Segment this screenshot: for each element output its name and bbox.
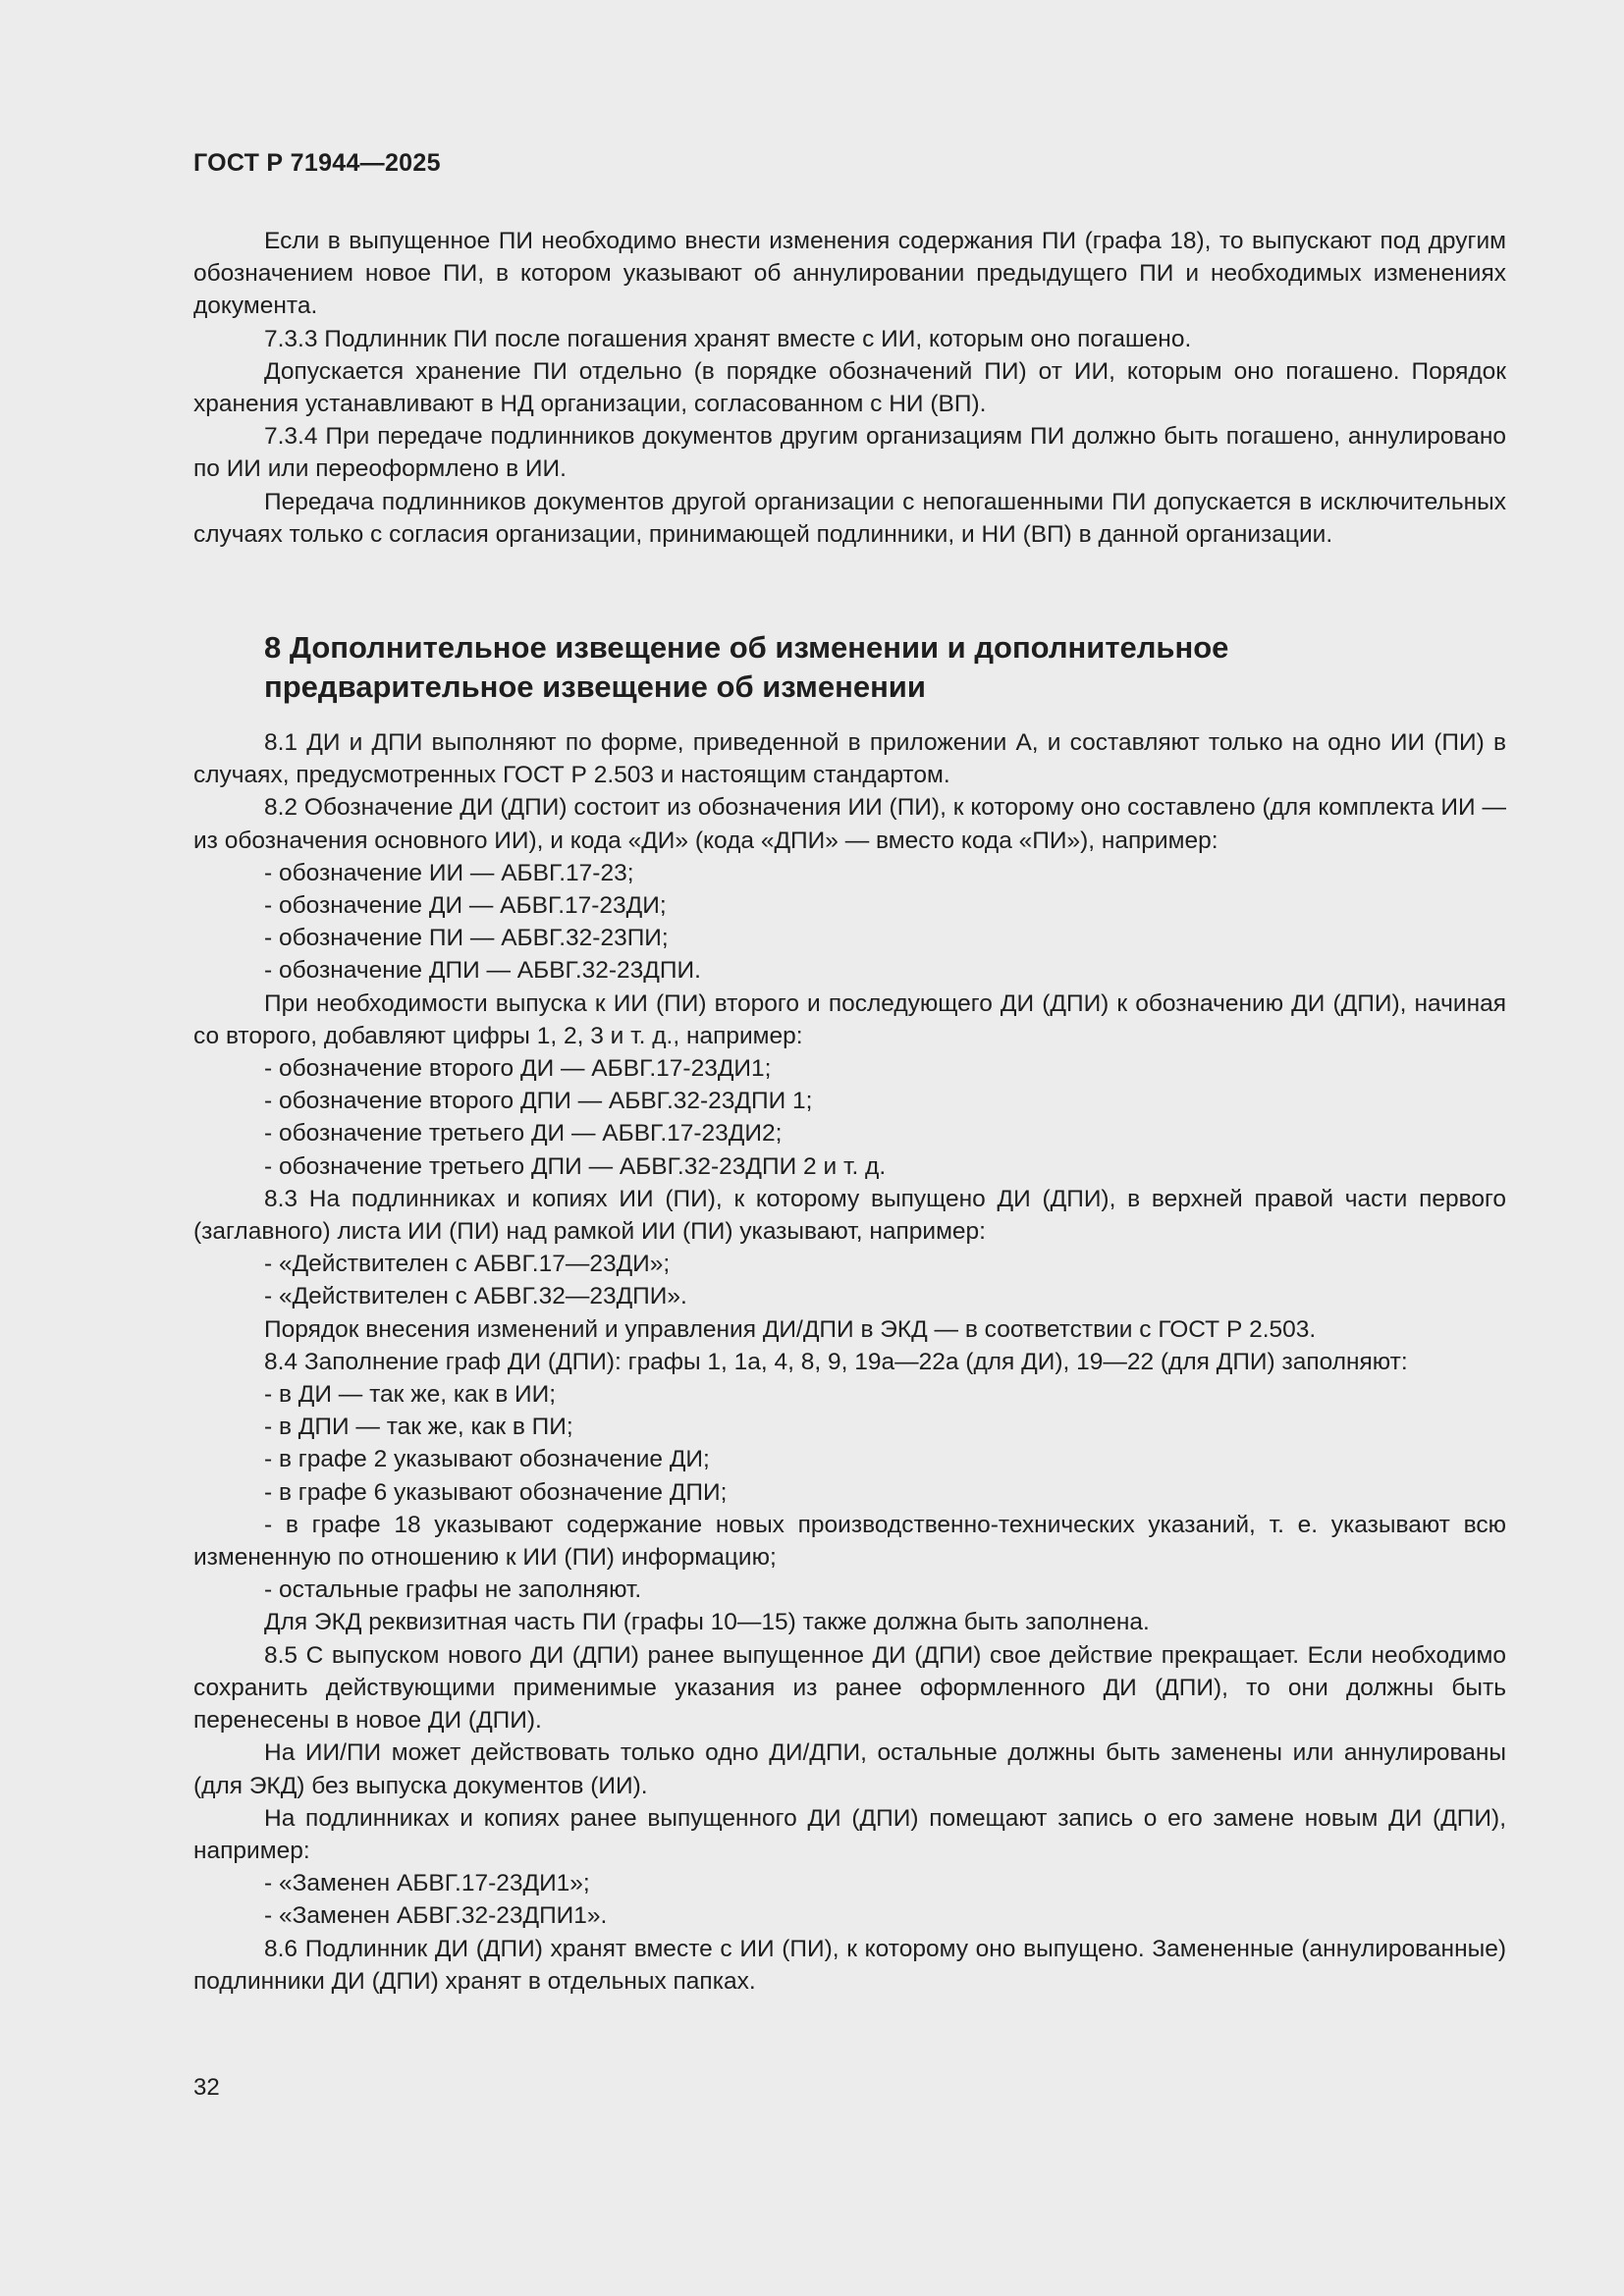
list-item: - обозначение ДИ — АБВГ.17-23ДИ; <box>264 892 667 920</box>
list-item: - обозначение третьего ДИ — АБВГ.17-23ДИ2; <box>264 1120 783 1148</box>
paragraph: На подлинниках и копиях ранее выпущенного ДИ (ДПИ) помещают запись о его замене новым ДИ (ДПИ), например: <box>193 1804 1506 1864</box>
paragraph: При необходимости выпуска к ИИ (ПИ) второго и последующего ДИ (ДПИ) к обозначению ДИ (ДПИ), начиная со второго, добавляют цифры 1, 2, 3 и т. д., например: <box>193 989 1506 1049</box>
paragraph: Передача подлинников документов другой организации с непогашенными ПИ допускается в исключительных случаях только с согласия организации, принимающей подлинники, и НИ (ВП) в данной организации. <box>193 488 1506 548</box>
list-item: - обозначение второго ДИ — АБВГ.17-23ДИ1; <box>264 1055 772 1083</box>
list-item: - «Заменен АБВГ.17-23ДИ1»; <box>264 1870 590 1897</box>
list-item: - «Заменен АБВГ.32-23ДПИ1». <box>264 1902 608 1930</box>
list-item: - в графе 6 указывают обозначение ДПИ; <box>264 1478 728 1506</box>
document-code-header: ГОСТ Р 71944—2025 <box>193 149 441 177</box>
section-8-body <box>193 726 1506 1998</box>
list-item: - в ДПИ — так же, как в ПИ; <box>264 1414 573 1441</box>
list-item: - обозначение третьего ДПИ — АБВГ.32-23ДПИ 2 и т. д. <box>264 1152 887 1180</box>
top-text-block <box>193 225 1506 551</box>
page-number: 32 <box>193 2074 220 2101</box>
list-item: - «Действителен с АБВГ.32—23ДПИ». <box>264 1283 687 1310</box>
list-item: - обозначение второго ДПИ — АБВГ.32-23ДПИ 1; <box>264 1088 813 1115</box>
list-item: - остальные графы не заполняют. <box>264 1576 642 1604</box>
paragraph: 7.3.4 При передаче подлинников документов другим организациям ПИ должно быть погашено, аннулировано по ИИ или переоформлено в ИИ. <box>193 423 1506 483</box>
section-8-heading: 8 Дополнительное извещение об изменении и дополнительное предварительное извещение об изменении <box>264 630 1229 704</box>
list-item: - обозначение ИИ — АБВГ.17-23; <box>264 859 634 886</box>
list-item: - «Действителен с АБВГ.17—23ДИ»; <box>264 1251 671 1278</box>
list-item: - обозначение ПИ — АБВГ.32-23ПИ; <box>264 925 669 952</box>
paragraph: На ИИ/ПИ может действовать только одно ДИ/ДПИ, остальные должны быть заменены или аннулированы (для ЭКД) без выпуска документов (ИИ). <box>193 1739 1506 1799</box>
paragraph: - в графе 18 указывают содержание новых производственно-технических указаний, т. е. указывают всю измененную по отношению к ИИ (ПИ) информацию; <box>193 1511 1506 1572</box>
paragraph: 8.3 На подлинниках и копиях ИИ (ПИ), к которому выпущено ДИ (ДПИ), в верхней правой части первого (заглавного) листа ИИ (ПИ) над рамкой ИИ (ПИ) указывают, например: <box>193 1185 1506 1246</box>
list-item: - в графе 2 указывают обозначение ДИ; <box>264 1446 710 1473</box>
paragraph: 8.4 Заполнение граф ДИ (ДПИ): графы 1, 1а, 4, 8, 9, 19а—22а (для ДИ), 19—22 (для ДПИ) заполняют: <box>264 1348 1408 1375</box>
paragraph: 8.2 Обозначение ДИ (ДПИ) состоит из обозначения ИИ (ПИ), к которому оно составлено (для комплекта ИИ — из обозначения основного ИИ), и кода «ДИ» (кода «ДПИ» — вместо кода «ПИ»), например: <box>193 794 1506 854</box>
paragraph: 8.5 С выпуском нового ДИ (ДПИ) ранее выпущенное ДИ (ДПИ) свое действие прекращает. Если необходимо сохранить действующими применимые указания из ранее оформленного ДИ (ДПИ), то они должны быть перенесены в новое ДИ (ДПИ). <box>193 1641 1506 1735</box>
paragraph: 7.3.3 Подлинник ПИ после погашения хранят вместе с ИИ, которым оно погашено. <box>264 325 1192 352</box>
paragraph: Порядок внесения изменений и управления ДИ/ДПИ в ЭКД — в соответствии с ГОСТ Р 2.503. <box>264 1315 1317 1343</box>
paragraph: Допускается хранение ПИ отдельно (в порядке обозначений ПИ) от ИИ, которым оно погашено. Порядок хранения устанавливают в НД организации, согласованном с НИ (ВП). <box>193 357 1506 418</box>
paragraph: 8.6 Подлинник ДИ (ДПИ) хранят вместе с ИИ (ПИ), к которому оно выпущено. Замененные (аннулированные) подлинники ДИ (ДПИ) хранят в отдельных папках. <box>193 1935 1506 1995</box>
paragraph: Для ЭКД реквизитная часть ПИ (графы 10—15) также должна быть заполнена. <box>264 1609 1150 1636</box>
list-item: - обозначение ДПИ — АБВГ.32-23ДПИ. <box>264 957 701 985</box>
paragraph: 8.1 ДИ и ДПИ выполняют по форме, приведенной в приложении А, и составляют только на одно ИИ (ПИ) в случаях, предусмотренных ГОСТ Р 2.503 и настоящим стандартом. <box>193 729 1506 789</box>
list-item: - в ДИ — так же, как в ИИ; <box>264 1381 557 1409</box>
paragraph: Если в выпущенное ПИ необходимо внести изменения содержания ПИ (графа 18), то выпускают под другим обозначением новое ПИ, в котором указывают об аннулировании предыдущего ПИ и необходимых изменениях документа. <box>193 228 1506 320</box>
